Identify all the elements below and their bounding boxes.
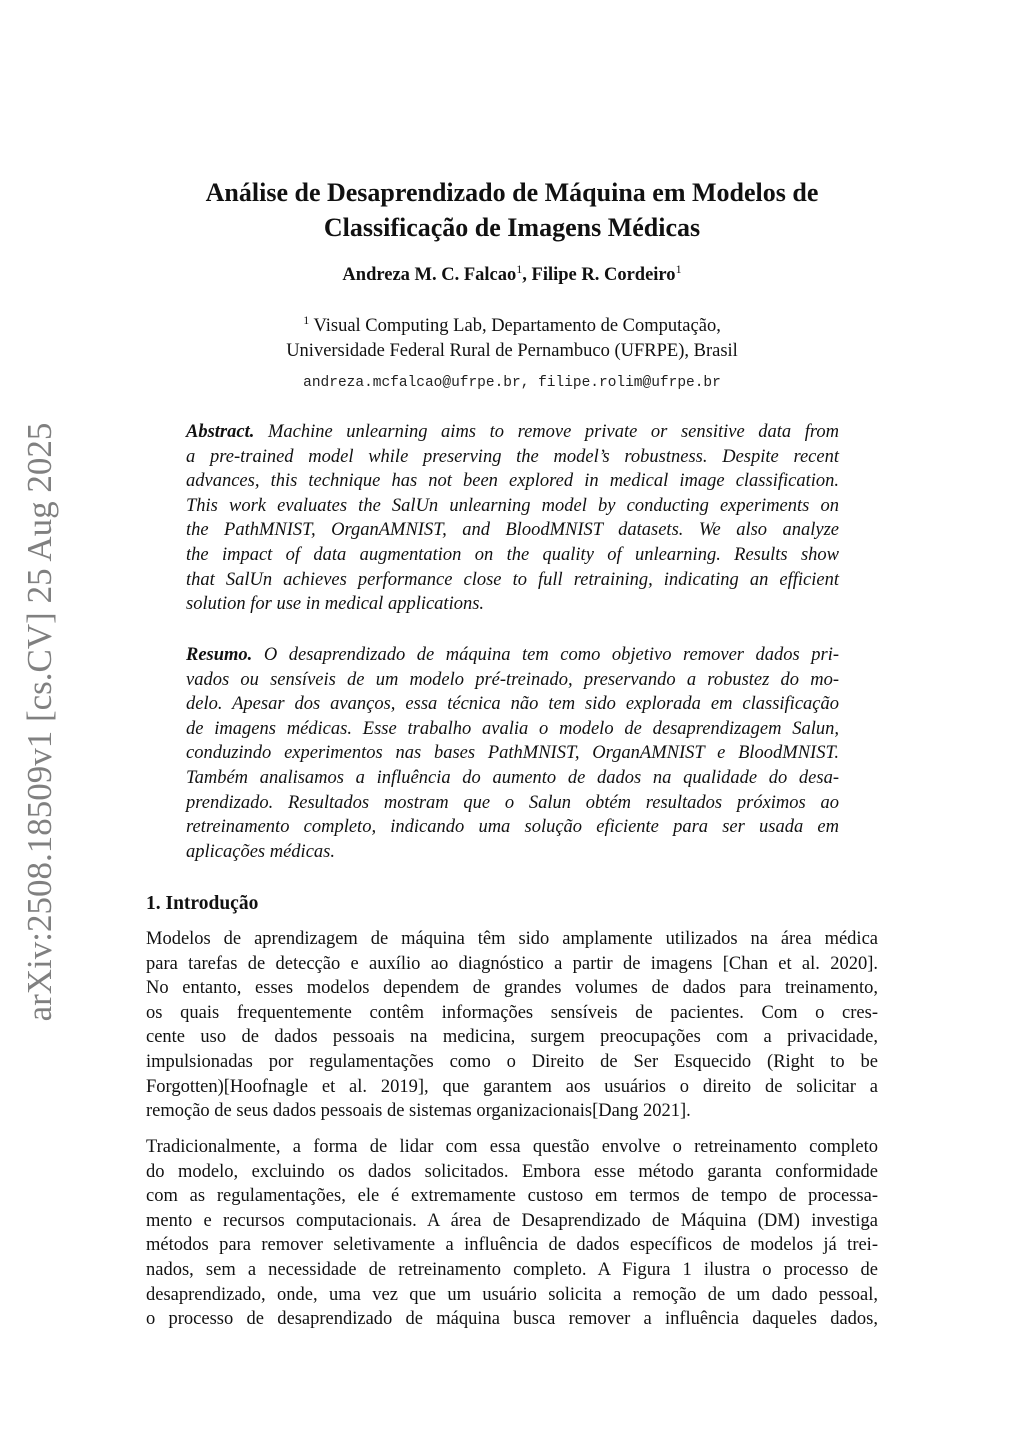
author-affil-mark: 1: [516, 262, 523, 276]
text-line: advances, this technique has not been explored in medical image classification.: [186, 471, 839, 492]
author-name: Filipe R. Cordeiro: [531, 265, 676, 286]
section-label: Abstract.: [186, 422, 255, 442]
text-line: impulsionadas por regulamentações como o Direito de Ser Esquecido (Right to be: [146, 1051, 878, 1072]
text-line-content: O desaprendizado de máquina tem como objetivo remover dados pri-: [252, 645, 839, 665]
text-line: No entanto, esses modelos dependem de grandes volumes de dados para treinamento,: [146, 978, 878, 999]
text-line: This work evaluates the SalUn unlearning model by conducting experiments on: [186, 495, 839, 516]
text-line: prendizado. Resultados mostram que o Salun obtém resultados próximos ao: [186, 792, 839, 813]
affiliation: [0, 308, 1024, 364]
text-line: cente uso de dados pessoais na medicina, surgem preocupações com a privacidade,: [146, 1027, 878, 1048]
text-line: do modelo, excluindo os dados solicitados. Embora esse método garanta conformidade: [146, 1161, 878, 1182]
text-line: aplicações médicas.: [186, 841, 335, 862]
text-line: Também analisamos a influência do aumento de dados na qualidade do desa-: [186, 767, 839, 788]
text-line: Modelos de aprendizagem de máquina têm sido amplamente utilizados na área médica: [146, 929, 878, 949]
text-line: Tradicionalmente, a forma de lidar com essa questão envolve o retreinamento completo: [146, 1137, 878, 1157]
section-heading: 1. Introdução: [146, 893, 259, 914]
affil-mark: 1: [303, 313, 310, 327]
text-line: de imagens médicas. Esse trabalho avalia o modelo de desaprendizagem Salun,: [186, 718, 839, 739]
text-line: that SalUn achieves performance close to full retraining, indicating an efficient: [186, 569, 839, 590]
text-line: mento e recursos computacionais. A área de Desaprendizado de Máquina (DM) investiga: [146, 1210, 878, 1231]
text-line: nados, sem a necessidade de retreinamento completo. A Figura 1 ilustra o processo de: [146, 1259, 878, 1280]
text-line: retreinamento completo, indicando uma solução eficiente para ser usada em: [186, 817, 839, 838]
resumo: [186, 643, 839, 864]
author-separator: ,: [522, 265, 532, 286]
text-line: Forgotten)[Hoofnagle et al. 2019], que garantem aos usuários o direito de solicitar a: [146, 1076, 878, 1097]
authors: [0, 262, 1024, 286]
author-affil-mark: 1: [675, 262, 682, 276]
text-line: desaprendizado, onde, uma vez que um usuário solicita a remoção de um dado pessoal,: [146, 1284, 878, 1305]
text-line: para tarefas de detecção e auxílio ao diagnóstico a partir de imagens [Chan et al. 2020].: [146, 953, 878, 974]
title-line: Análise de Desaprendizado de Máquina em Modelos de: [205, 178, 819, 207]
author-name: Andreza M. C. Falcao: [342, 265, 517, 286]
text-line: métodos para remover seletivamente a influência de dados específicos de modelos já trei-: [146, 1235, 878, 1256]
text-line: solution for use in medical applications.: [186, 594, 485, 615]
author-emails: andreza.mcfalcao@ufrpe.br, filipe.rolim@ufrpe.br: [303, 375, 721, 391]
text-line: the PathMNIST, OrganAMNIST, and BloodMNIST datasets. We also analyze: [186, 520, 839, 541]
text-line: [186, 643, 839, 668]
affil-line: Universidade Federal Rural de Pernambuco (UFRPE), Brasil: [286, 341, 738, 362]
text-line: conduzindo experimentos nas bases PathMNIST, OrganAMNIST e BloodMNIST.: [186, 743, 839, 764]
text-line: delo. Apesar dos avanços, essa técnica não tem sido explorada em classificação: [186, 694, 839, 715]
text-line: a pre-trained model while preserving the model’s robustness. Despite recent: [186, 446, 839, 467]
abstract: [186, 420, 839, 617]
text-line: [186, 420, 839, 445]
arxiv-stamp: arXiv:2508.18509v1 [cs.CV] 25 Aug 2025: [20, 422, 59, 1022]
text-line: os quais frequentemente contêm informações sensíveis de pacientes. Com o cres-: [146, 1002, 878, 1023]
text-line: com as regulamentações, ele é extremamente custoso em termos de tempo de processa-: [146, 1186, 878, 1207]
affil-line: Visual Computing Lab, Departamento de Computação,: [309, 316, 721, 337]
paper-title: [0, 175, 1024, 245]
text-line-content: Machine unlearning aims to remove private or sensitive data from: [254, 422, 839, 442]
section-label: Resumo.: [186, 645, 253, 665]
paragraph: [146, 1135, 878, 1332]
text-line: remoção de seus dados pessoais de sistemas organizacionais[Dang 2021].: [146, 1101, 691, 1122]
title-line: Classificação de Imagens Médicas: [323, 213, 701, 242]
text-line: o processo de desaprendizado de máquina busca remover a influência daqueles dados,: [146, 1309, 878, 1330]
text-line: vados ou sensíveis de um modelo pré-treinado, preservando a robustez do mo-: [186, 669, 839, 690]
text-line: the impact of data augmentation on the quality of unlearning. Results show: [186, 544, 839, 565]
paragraph: [146, 927, 878, 1124]
